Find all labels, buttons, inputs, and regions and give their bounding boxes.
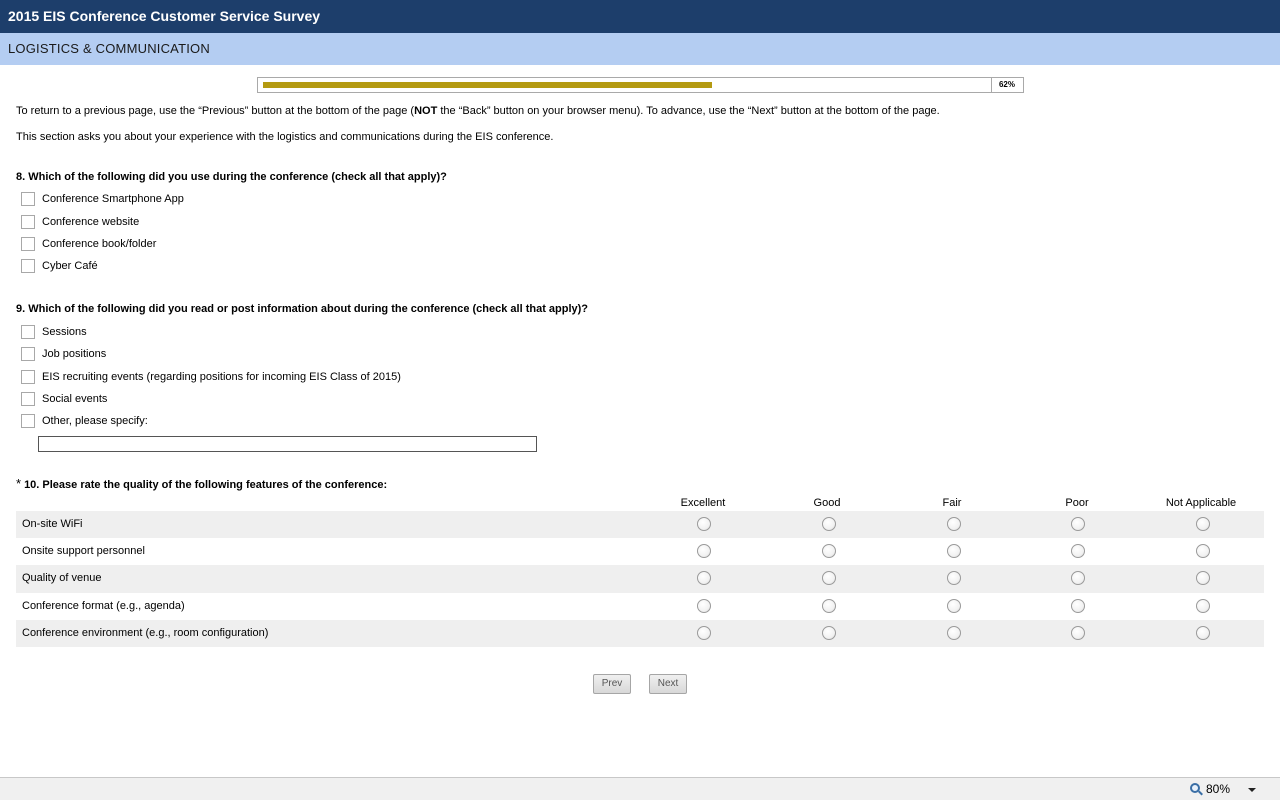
checkbox[interactable] bbox=[21, 370, 35, 384]
radio-not-applicable[interactable] bbox=[1196, 626, 1210, 640]
instructions-part-2: the “Back” button on your browser menu). To advance, use the “Next” button at the bottom of the page. bbox=[437, 105, 940, 117]
radio-excellent[interactable] bbox=[697, 626, 711, 640]
instructions-part-1: To return to a previous page, use the “Previous” button at the bottom of the page ( bbox=[16, 105, 415, 117]
section-header bbox=[0, 33, 1280, 65]
progress-track bbox=[258, 78, 992, 92]
checkbox[interactable] bbox=[21, 215, 35, 229]
survey-title-bar bbox=[0, 0, 1280, 33]
matrix-row-support-personnel bbox=[16, 538, 1264, 565]
radio-poor[interactable] bbox=[1071, 626, 1085, 640]
radio-not-applicable[interactable] bbox=[1196, 571, 1210, 585]
column-excellent: Excellent bbox=[680, 497, 726, 509]
radio-excellent[interactable] bbox=[697, 544, 711, 558]
matrix-row-format bbox=[16, 593, 1264, 620]
q9-option-social-events[interactable]: Social events bbox=[21, 391, 107, 407]
radio-poor[interactable] bbox=[1071, 599, 1085, 613]
q8-option-smartphone-app[interactable]: Conference Smartphone App bbox=[21, 191, 184, 207]
radio-poor[interactable] bbox=[1071, 571, 1085, 585]
row-label: Conference environment (e.g., room configuration) bbox=[22, 626, 269, 639]
checkbox[interactable] bbox=[21, 192, 35, 206]
matrix-row-venue bbox=[16, 565, 1264, 592]
radio-not-applicable[interactable] bbox=[1196, 599, 1210, 613]
zoom-dropdown-arrow-icon[interactable] bbox=[1248, 788, 1256, 792]
radio-fair[interactable] bbox=[947, 571, 961, 585]
zoom-level: 80% bbox=[1205, 782, 1230, 796]
row-label: Onsite support personnel bbox=[22, 545, 145, 558]
question-10-text: 10. Please rate the quality of the following features of the conference: bbox=[24, 479, 388, 491]
required-asterisk: * bbox=[16, 476, 22, 491]
progress-bar bbox=[257, 77, 1024, 93]
survey-title: 2015 EIS Conference Customer Service Survey bbox=[8, 8, 321, 24]
column-not-applicable: Not Applicable bbox=[1165, 497, 1237, 509]
rating-matrix bbox=[16, 496, 1264, 647]
checkbox[interactable] bbox=[21, 414, 35, 428]
q9-option-job-positions[interactable]: Job positions bbox=[21, 346, 106, 362]
radio-good[interactable] bbox=[822, 599, 836, 613]
radio-fair[interactable] bbox=[947, 544, 961, 558]
progress-fill bbox=[263, 82, 712, 88]
radio-excellent[interactable] bbox=[697, 517, 711, 531]
row-label: Conference format (e.g., agenda) bbox=[22, 599, 185, 612]
radio-good[interactable] bbox=[822, 626, 836, 640]
zoom-magnifier-icon bbox=[1190, 783, 1203, 796]
question-8: 8. Which of the following did you use during the conference (check all that apply)? bbox=[16, 171, 447, 183]
question-9: 9. Which of the following did you read or post information about during the conference (check all that apply)? bbox=[16, 303, 589, 315]
q9-option-recruiting-events[interactable]: EIS recruiting events (regarding positions for incoming EIS Class of 2015) bbox=[21, 369, 401, 385]
zoom-control[interactable] bbox=[1190, 782, 1230, 796]
column-fair: Fair bbox=[942, 497, 962, 509]
instructions-emphasis: NOT bbox=[414, 105, 438, 117]
checkbox[interactable] bbox=[21, 392, 35, 406]
radio-fair[interactable] bbox=[947, 517, 961, 531]
question-10 bbox=[16, 476, 387, 491]
row-label: Quality of venue bbox=[22, 572, 102, 585]
matrix-row-environment bbox=[16, 620, 1264, 647]
matrix-row-wifi bbox=[16, 511, 1264, 538]
checkbox[interactable] bbox=[21, 347, 35, 361]
radio-good[interactable] bbox=[822, 571, 836, 585]
next-button[interactable]: Next bbox=[649, 674, 687, 694]
radio-not-applicable[interactable] bbox=[1196, 517, 1210, 531]
column-poor: Poor bbox=[1065, 497, 1089, 509]
progress-percent: 62% bbox=[998, 80, 1015, 89]
radio-poor[interactable] bbox=[1071, 517, 1085, 531]
checkbox[interactable] bbox=[21, 325, 35, 339]
column-good: Good bbox=[813, 497, 841, 509]
q9-option-other[interactable]: Other, please specify: bbox=[21, 413, 148, 429]
radio-fair[interactable] bbox=[947, 599, 961, 613]
radio-fair[interactable] bbox=[947, 626, 961, 640]
q8-option-cyber-cafe[interactable]: Cyber Café bbox=[21, 258, 98, 274]
radio-not-applicable[interactable] bbox=[1196, 544, 1210, 558]
section-description: This section asks you about your experience with the logistics and communications during the EIS conference. bbox=[16, 131, 554, 143]
q8-option-book-folder[interactable]: Conference book/folder bbox=[21, 236, 156, 252]
radio-poor[interactable] bbox=[1071, 544, 1085, 558]
radio-excellent[interactable] bbox=[697, 571, 711, 585]
radio-excellent[interactable] bbox=[697, 599, 711, 613]
radio-good[interactable] bbox=[822, 544, 836, 558]
q8-option-website[interactable]: Conference website bbox=[21, 214, 139, 230]
radio-good[interactable] bbox=[822, 517, 836, 531]
browser-status-bar bbox=[0, 777, 1280, 800]
checkbox[interactable] bbox=[21, 237, 35, 251]
other-specify-input[interactable] bbox=[38, 436, 537, 452]
row-label: On-site WiFi bbox=[22, 518, 83, 530]
section-title: LOGISTICS & COMMUNICATION bbox=[8, 41, 210, 56]
q9-option-sessions[interactable]: Sessions bbox=[21, 324, 87, 340]
navigation-instructions bbox=[16, 105, 940, 117]
matrix-header bbox=[16, 496, 1264, 511]
checkbox[interactable] bbox=[21, 259, 35, 273]
prev-button[interactable]: Prev bbox=[593, 674, 631, 694]
